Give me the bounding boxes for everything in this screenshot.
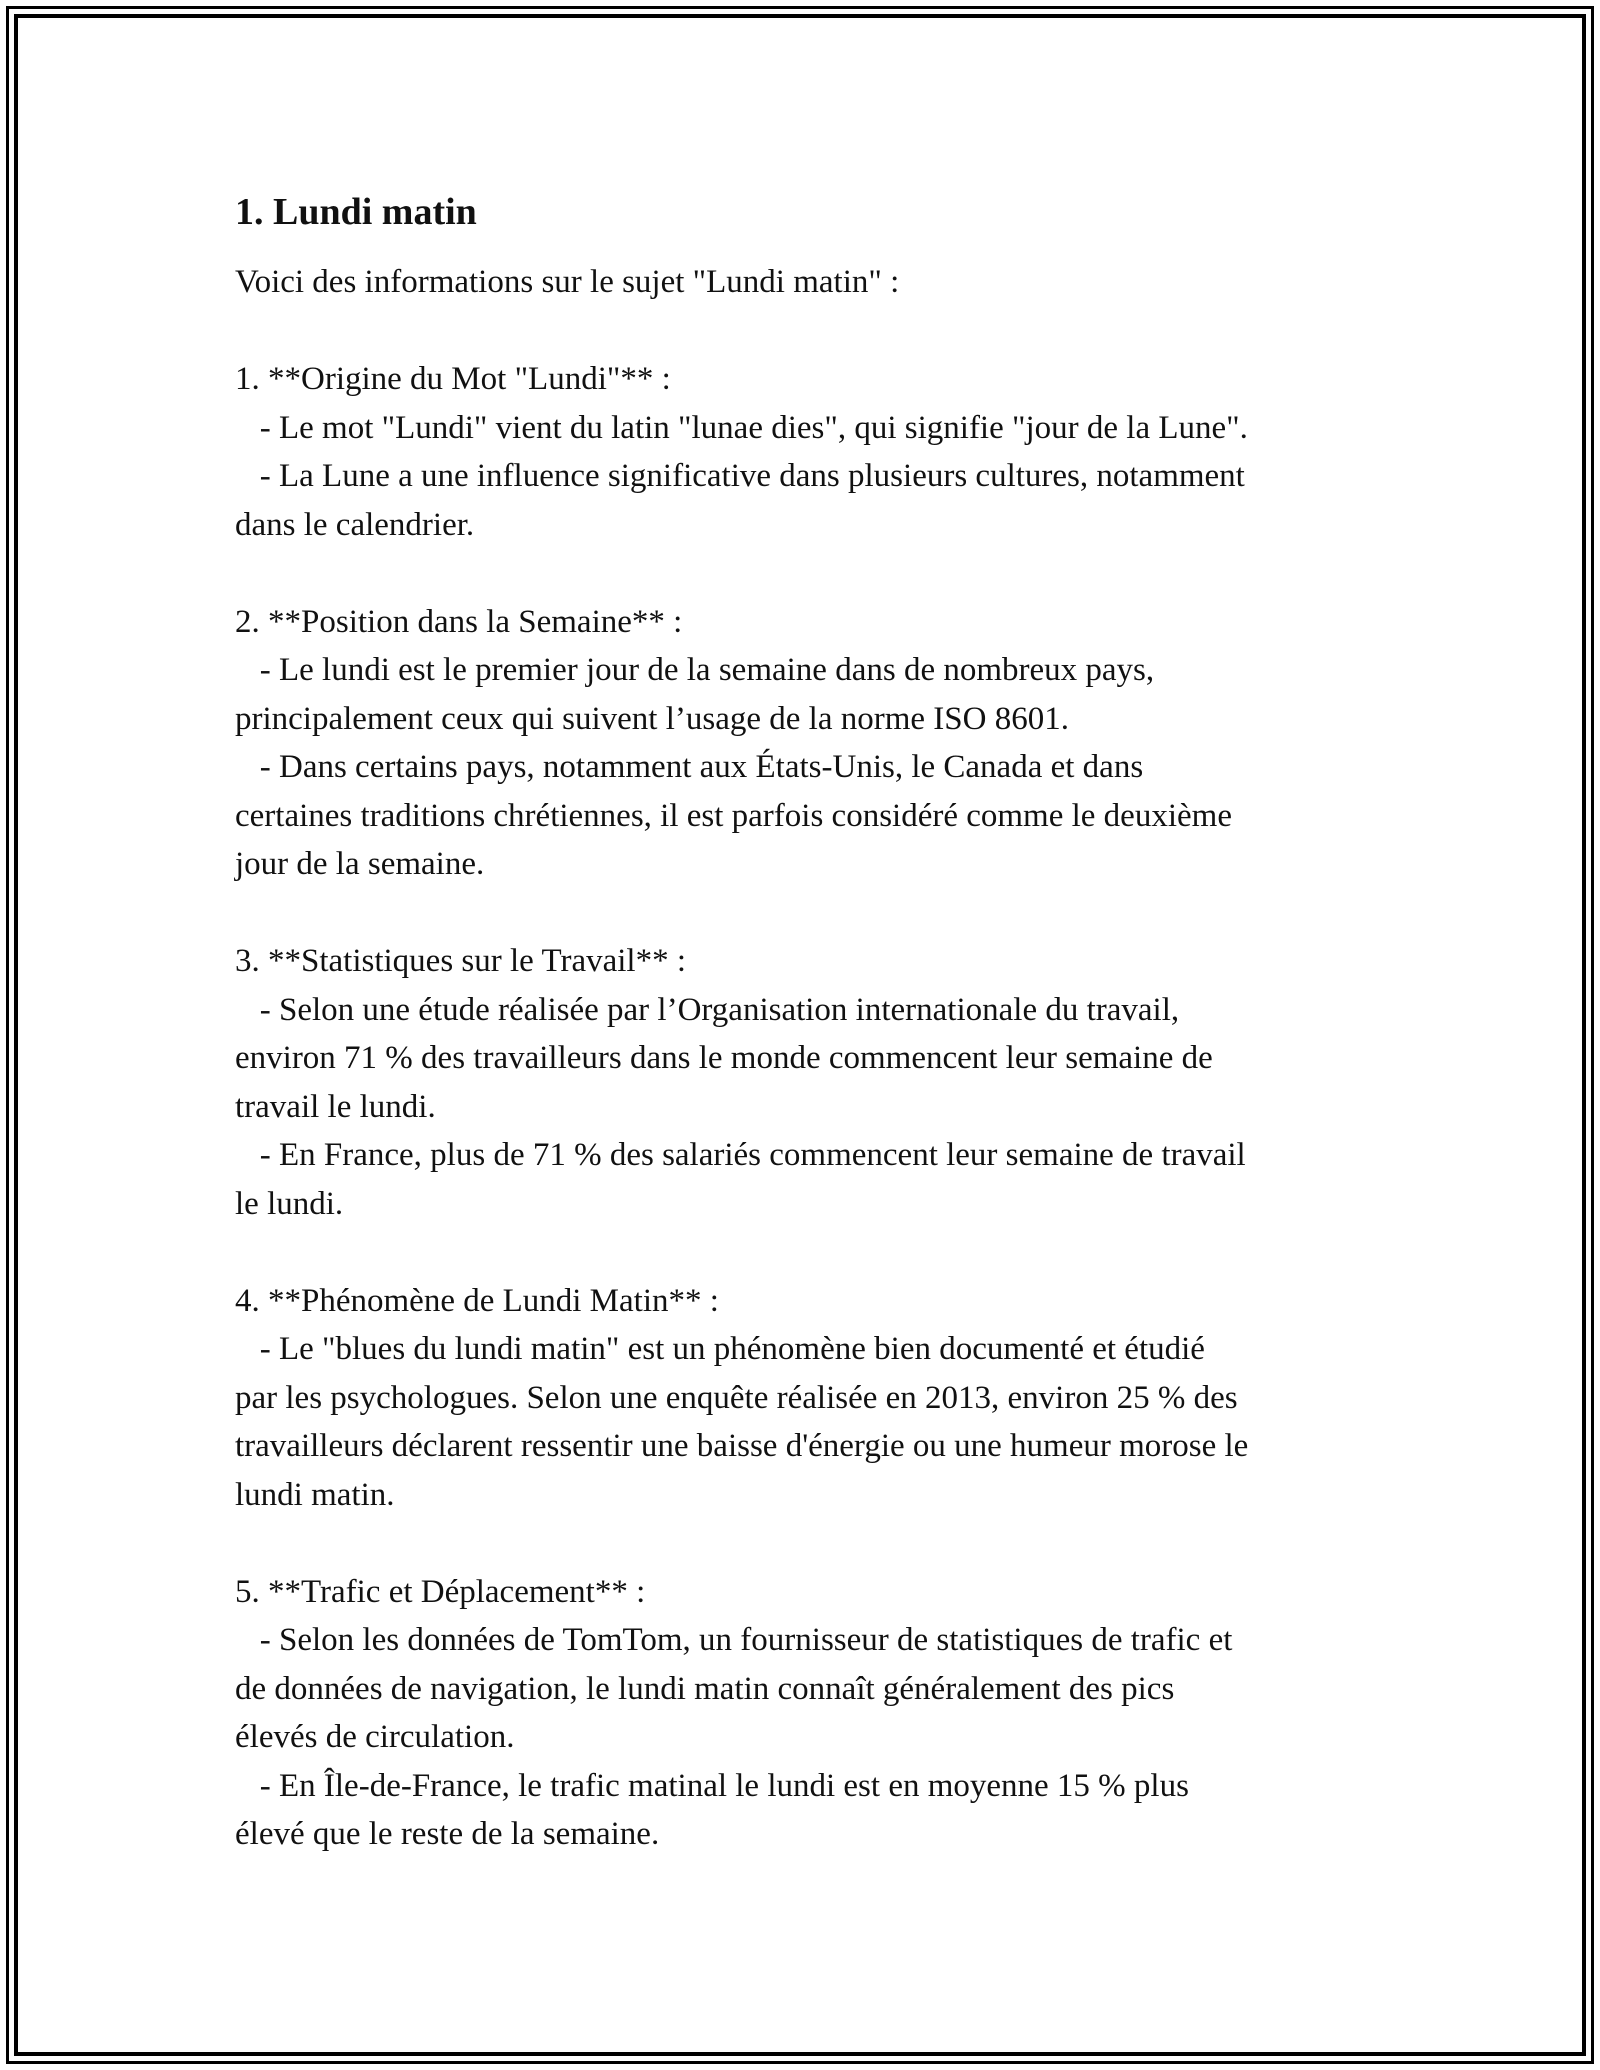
text-line: environ 71 % des travailleurs dans le monde commencent leur semaine de <box>235 1040 1213 1076</box>
text-line: 2. **Position dans la Semaine** : <box>235 603 683 640</box>
text-line: 1. **Origine du Mot "Lundi"** : <box>235 361 671 397</box>
text-line: lundi matin. <box>235 1476 395 1513</box>
text-line <box>235 1228 1385 1277</box>
text-line: - Le mot "Lundi" vient du latin "lunae dies", qui signifie "jour de la Lune". <box>235 409 1248 446</box>
section-heading: 1. Lundi matin <box>235 191 477 233</box>
text-line: principalement ceux qui suivent l’usage de la norme ISO 8601. <box>235 700 1069 737</box>
text-line <box>235 1519 1385 1568</box>
text-line: - En France, plus de 71 % des salariés commencent leur semaine de travail <box>235 1137 1246 1173</box>
text-line: 3. **Statistiques sur le Travail** : <box>235 943 687 979</box>
text-line: travail le lundi. <box>235 1088 436 1125</box>
text-line <box>235 307 1385 356</box>
text-line: de données de navigation, le lundi matin connaît généralement des pics <box>235 1670 1175 1707</box>
text-line: élevés de circulation. <box>235 1719 515 1755</box>
text-line: - Selon une étude réalisée par l’Organisation internationale du travail, <box>235 991 1180 1028</box>
text-line: 5. **Trafic et Déplacement** : <box>235 1573 646 1610</box>
text-line: dans le calendrier. <box>235 506 475 543</box>
document-body <box>235 186 1385 1859</box>
text-line: - La Lune a une influence significative dans plusieurs cultures, notamment <box>235 458 1245 494</box>
text-line: 4. **Phénomène de Lundi Matin** : <box>235 1282 719 1319</box>
text-line: par les psychologues. Selon une enquête réalisée en 2013, environ 25 % des <box>235 1379 1238 1416</box>
text-line: - Selon les données de TomTom, un fournisseur de statistiques de trafic et <box>235 1622 1233 1658</box>
text-line: le lundi. <box>235 1185 344 1222</box>
text-line: - En Île-de-France, le trafic matinal le lundi est en moyenne 15 % plus <box>235 1767 1189 1804</box>
text-line: certaines traditions chrétiennes, il est parfois considéré comme le deuxième <box>235 797 1232 834</box>
text-line: élevé que le reste de la semaine. <box>235 1816 660 1852</box>
text-line: travailleurs déclarent ressentir une baisse d'énergie ou une humeur morose le <box>235 1428 1249 1464</box>
text-line: - Le lundi est le premier jour de la semaine dans de nombreux pays, <box>235 652 1155 688</box>
text-line: - Le "blues du lundi matin" est un phénomène bien documenté et étudié <box>235 1331 1205 1367</box>
text-line: jour de la semaine. <box>235 846 485 882</box>
text-line: - Dans certains pays, notamment aux États-Unis, le Canada et dans <box>235 749 1144 785</box>
text-line: Voici des informations sur le sujet "Lundi matin" : <box>235 264 900 300</box>
body-text <box>235 258 1385 1859</box>
text-line <box>235 549 1385 598</box>
text-line <box>235 889 1385 938</box>
